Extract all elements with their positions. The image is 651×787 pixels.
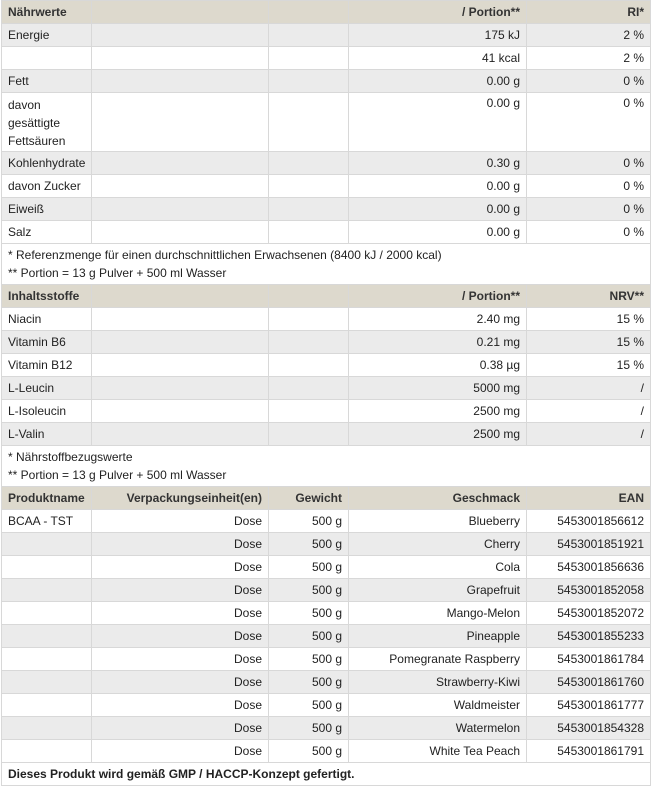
nutrient-name: davon gesättigte Fettsäuren <box>2 93 92 152</box>
product-row <box>2 671 651 694</box>
product-ean: 5453001856636 <box>527 556 651 579</box>
nutrient-portion: 0.00 g <box>349 198 527 221</box>
ingredient-nrv: 15 % <box>527 354 651 377</box>
nutrient-ri: 0 % <box>527 152 651 175</box>
nutrient-portion: 0.00 g <box>349 70 527 93</box>
product-row <box>2 556 651 579</box>
nutrient-name: davon Zucker <box>2 175 92 198</box>
nutrition-row <box>2 47 651 70</box>
product-name <box>2 533 92 556</box>
ingredient-row <box>2 308 651 331</box>
empty-cell <box>92 308 269 331</box>
ingredients-note: ** Portion = 13 g Pulver + 500 ml Wasser <box>8 468 227 482</box>
product-flavor: Pomegranate Raspberry <box>349 648 527 671</box>
ingredient-portion: 2500 mg <box>349 423 527 446</box>
ingredient-portion: 2500 mg <box>349 400 527 423</box>
empty-cell <box>269 24 349 47</box>
product-unit: Dose <box>92 717 269 740</box>
product-name <box>2 648 92 671</box>
product-ean: 5453001861777 <box>527 694 651 717</box>
ingredient-nrv: / <box>527 377 651 400</box>
product-unit: Dose <box>92 648 269 671</box>
ingredient-nrv: / <box>527 400 651 423</box>
empty-cell <box>92 354 269 377</box>
nutrient-portion: 0.00 g <box>349 93 527 152</box>
nutrient-name: Salz <box>2 221 92 244</box>
nutrient-portion: 41 kcal <box>349 47 527 70</box>
product-flavor: Strawberry-Kiwi <box>349 671 527 694</box>
ingredient-name: Niacin <box>2 308 92 331</box>
products-header-cell: Produktname <box>2 487 92 510</box>
product-weight: 500 g <box>269 625 349 648</box>
nutrient-ri: 0 % <box>527 198 651 221</box>
nutrition-row <box>2 221 651 244</box>
product-unit: Dose <box>92 694 269 717</box>
empty-cell <box>269 331 349 354</box>
product-row <box>2 510 651 533</box>
empty-cell <box>92 175 269 198</box>
nutrition-row <box>2 198 651 221</box>
empty-cell <box>269 152 349 175</box>
product-unit: Dose <box>92 625 269 648</box>
nutrient-portion: 175 kJ <box>349 24 527 47</box>
product-name <box>2 625 92 648</box>
product-name <box>2 740 92 763</box>
nutrient-portion: 0.00 g <box>349 221 527 244</box>
nutrition-row <box>2 152 651 175</box>
nutrition-header-cell: Nährwerte <box>2 1 92 24</box>
product-flavor: Cola <box>349 556 527 579</box>
product-unit: Dose <box>92 579 269 602</box>
empty-cell <box>92 331 269 354</box>
product-ean: 5453001856612 <box>527 510 651 533</box>
product-weight: 500 g <box>269 648 349 671</box>
products-header-cell: Geschmack <box>349 487 527 510</box>
ingredients-header-cell: Inhaltsstoffe <box>2 285 92 308</box>
empty-cell <box>269 70 349 93</box>
product-name <box>2 602 92 625</box>
nutrition-header-cell: RI* <box>527 1 651 24</box>
product-name <box>2 556 92 579</box>
empty-cell <box>269 377 349 400</box>
ingredients-notes <box>2 446 651 487</box>
empty-cell <box>92 70 269 93</box>
product-unit: Dose <box>92 533 269 556</box>
empty-cell <box>269 198 349 221</box>
empty-cell <box>92 93 269 152</box>
ingredients-notes-row <box>2 446 651 487</box>
empty-cell <box>92 400 269 423</box>
product-flavor: Mango-Melon <box>349 602 527 625</box>
nutrition-notes-row <box>2 244 651 285</box>
ingredient-name: L-Leucin <box>2 377 92 400</box>
product-row <box>2 602 651 625</box>
product-row <box>2 625 651 648</box>
nutrition-header-cell <box>269 1 349 24</box>
nutrition-row <box>2 24 651 47</box>
ingredient-portion: 5000 mg <box>349 377 527 400</box>
ingredients-header-row <box>2 285 651 308</box>
nutrient-name: Kohlenhydrate <box>2 152 92 175</box>
product-row <box>2 579 651 602</box>
product-flavor: Cherry <box>349 533 527 556</box>
ingredient-nrv: 15 % <box>527 308 651 331</box>
empty-cell <box>269 93 349 152</box>
product-row <box>2 740 651 763</box>
empty-cell <box>269 423 349 446</box>
product-name <box>2 671 92 694</box>
empty-cell <box>92 152 269 175</box>
product-unit: Dose <box>92 602 269 625</box>
ingredient-name: L-Isoleucin <box>2 400 92 423</box>
product-ean: 5453001852072 <box>527 602 651 625</box>
empty-cell <box>92 24 269 47</box>
product-ean: 5453001861791 <box>527 740 651 763</box>
nutrition-note: * Referenzmenge für einen durchschnittlichen Erwachsenen (8400 kJ / 2000 kcal) <box>8 248 442 262</box>
products-header-cell: Verpackungseinheit(en) <box>92 487 269 510</box>
product-weight: 500 g <box>269 579 349 602</box>
product-row <box>2 717 651 740</box>
empty-cell <box>269 221 349 244</box>
product-weight: 500 g <box>269 533 349 556</box>
ingredients-header-cell: NRV** <box>527 285 651 308</box>
product-weight: 500 g <box>269 510 349 533</box>
empty-cell <box>269 308 349 331</box>
product-weight: 500 g <box>269 671 349 694</box>
nutrient-ri: 0 % <box>527 221 651 244</box>
ingredient-portion: 2.40 mg <box>349 308 527 331</box>
ingredient-portion: 0.38 µg <box>349 354 527 377</box>
empty-cell <box>92 47 269 70</box>
ingredient-row <box>2 423 651 446</box>
empty-cell <box>269 400 349 423</box>
product-ean: 5453001861760 <box>527 671 651 694</box>
product-flavor: Blueberry <box>349 510 527 533</box>
nutrition-header-row <box>2 1 651 24</box>
nutrition-row <box>2 70 651 93</box>
product-name <box>2 579 92 602</box>
product-weight: 500 g <box>269 717 349 740</box>
product-ean: 5453001852058 <box>527 579 651 602</box>
ingredient-row <box>2 354 651 377</box>
product-flavor: Pineapple <box>349 625 527 648</box>
ingredients-header-cell <box>92 285 269 308</box>
products-header-row <box>2 487 651 510</box>
product-ean: 5453001854328 <box>527 717 651 740</box>
product-ean: 5453001855233 <box>527 625 651 648</box>
ingredient-name: Vitamin B6 <box>2 331 92 354</box>
product-info-table <box>1 0 651 786</box>
product-unit: Dose <box>92 671 269 694</box>
nutrient-ri: 0 % <box>527 70 651 93</box>
empty-cell <box>92 198 269 221</box>
nutrient-ri: 0 % <box>527 93 651 152</box>
empty-cell <box>92 377 269 400</box>
nutrient-name: Energie <box>2 24 92 47</box>
ingredients-header-cell <box>269 285 349 308</box>
nutrient-ri: 2 % <box>527 24 651 47</box>
product-flavor: White Tea Peach <box>349 740 527 763</box>
ingredient-portion: 0.21 mg <box>349 331 527 354</box>
product-unit: Dose <box>92 740 269 763</box>
product-weight: 500 g <box>269 694 349 717</box>
product-ean: 5453001851921 <box>527 533 651 556</box>
product-row <box>2 648 651 671</box>
product-flavor: Grapefruit <box>349 579 527 602</box>
product-row <box>2 694 651 717</box>
product-unit: Dose <box>92 510 269 533</box>
footer-row <box>2 763 651 786</box>
nutrition-row <box>2 93 651 152</box>
ingredient-nrv: 15 % <box>527 331 651 354</box>
nutrient-portion: 0.30 g <box>349 152 527 175</box>
empty-cell <box>269 47 349 70</box>
product-ean: 5453001861784 <box>527 648 651 671</box>
ingredient-name: Vitamin B12 <box>2 354 92 377</box>
nutrient-name: Fett <box>2 70 92 93</box>
ingredient-row <box>2 400 651 423</box>
ingredients-header-cell: / Portion** <box>349 285 527 308</box>
product-name: BCAA - TST <box>2 510 92 533</box>
empty-cell <box>269 175 349 198</box>
product-flavor: Waldmeister <box>349 694 527 717</box>
nutrition-notes <box>2 244 651 285</box>
nutrient-portion: 0.00 g <box>349 175 527 198</box>
ingredient-row <box>2 331 651 354</box>
ingredients-note: * Nährstoffbezugswerte <box>8 450 133 464</box>
nutrient-name: Eiweiß <box>2 198 92 221</box>
nutrition-header-cell: / Portion** <box>349 1 527 24</box>
product-row <box>2 533 651 556</box>
gmp-footer-note: Dieses Produkt wird gemäß GMP / HACCP-Konzept gefertigt. <box>2 763 651 786</box>
products-header-cell: Gewicht <box>269 487 349 510</box>
product-name <box>2 717 92 740</box>
nutrition-header-cell <box>92 1 269 24</box>
ingredient-name: L-Valin <box>2 423 92 446</box>
nutrient-name <box>2 47 92 70</box>
nutrient-ri: 2 % <box>527 47 651 70</box>
product-flavor: Watermelon <box>349 717 527 740</box>
empty-cell <box>269 354 349 377</box>
nutrition-row <box>2 175 651 198</box>
product-name <box>2 694 92 717</box>
empty-cell <box>92 423 269 446</box>
products-header-cell: EAN <box>527 487 651 510</box>
nutrient-ri: 0 % <box>527 175 651 198</box>
ingredient-nrv: / <box>527 423 651 446</box>
product-weight: 500 g <box>269 602 349 625</box>
product-weight: 500 g <box>269 556 349 579</box>
nutrition-note: ** Portion = 13 g Pulver + 500 ml Wasser <box>8 266 227 280</box>
ingredient-row <box>2 377 651 400</box>
product-unit: Dose <box>92 556 269 579</box>
product-weight: 500 g <box>269 740 349 763</box>
empty-cell <box>92 221 269 244</box>
